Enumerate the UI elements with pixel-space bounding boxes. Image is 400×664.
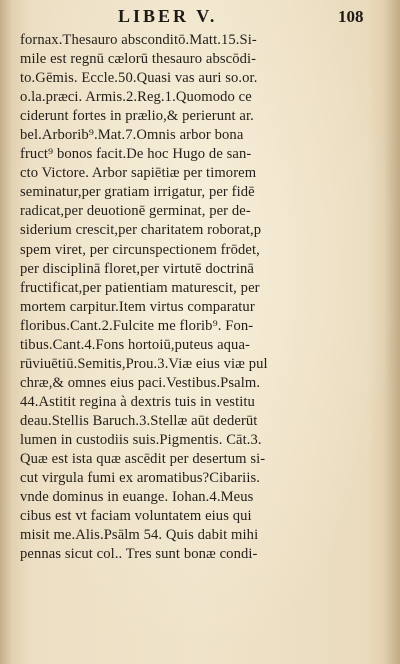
text-line: seminatur,per gratiam irrigatur, per fidē bbox=[20, 184, 255, 201]
text-line: floribus.Cant.2.Fulcite me florib⁹. Fon- bbox=[20, 317, 254, 334]
text-line: vnde dominus in euange. Iohan.4.Meus bbox=[20, 489, 254, 506]
text-line: fornax.Thesauro absconditō.Matt.15.Si- bbox=[20, 32, 257, 48]
text-line: Quæ est ista quæ ascēdit per desertum si- bbox=[20, 451, 266, 468]
text-line: chræ,& omnes eius paci.Vestibus.Psalm. bbox=[20, 374, 261, 391]
text-line: cibus est vt faciam voluntatem eius qui bbox=[20, 508, 252, 525]
text-line: siderium crescit,per charitatem roborat,p bbox=[20, 222, 262, 239]
text-line: fructificat,per patientiam maturescit, per bbox=[20, 279, 260, 296]
running-head: LIBER V. bbox=[118, 6, 218, 26]
text-line: cut virgula fumi ex aromatibus?Cibariis. bbox=[20, 470, 261, 487]
text-line: per disciplinā floret,per virtutē doctrinā bbox=[20, 260, 254, 277]
text-line: fruct⁹ bonos facit.De hoc Hugo de san- bbox=[20, 146, 252, 163]
text-line: bel.Arborib⁹.Mat.7.Omnis arbor bona bbox=[20, 127, 244, 144]
text-line: o.la.præci. Armis.2.Reg.1.Quomodo ce bbox=[20, 89, 252, 106]
text-line: mile est regnū cælorū thesauro abscōdi- bbox=[20, 51, 257, 68]
text-line: lumen in custodiis suis.Pigmentis. Cāt.3. bbox=[20, 431, 262, 448]
text-line: mortem carpitur.Item virtus comparatur bbox=[20, 298, 255, 315]
text-line: to.Gēmis. Eccle.50.Quasi vas auri so.or. bbox=[20, 70, 258, 87]
text-line: spem viret, per circunspectionem frōdet, bbox=[20, 241, 260, 258]
page-edge-shadow-left bbox=[0, 0, 12, 664]
text-line: misit me.Alis.Psālm 54. Quis dabit mihi bbox=[20, 527, 259, 544]
page-edge-shadow-right bbox=[384, 0, 400, 664]
text-line: 44.Astitit regina à dextris tuis in vestitu bbox=[20, 393, 255, 410]
body-text bbox=[20, 31, 366, 564]
text-line: ciderunt fortes in prælio,& perierunt ar. bbox=[20, 108, 254, 125]
text-line: tibus.Cant.4.Fons hortoiū,puteus aqua- bbox=[20, 336, 250, 353]
text-line: cto Victore. Arbor sapiētiæ per timorem bbox=[20, 165, 257, 182]
page-header bbox=[0, 6, 400, 28]
text-line: deau.Stellis Baruch.3.Stellæ aūt dederūt bbox=[20, 412, 258, 429]
text-line: radicat,per deuotionē germinat, per de- bbox=[20, 203, 251, 220]
text-line: rūviuētiū.Semitis,Prou.3.Viæ eius viæ pul bbox=[20, 355, 268, 372]
page-number: 108 bbox=[338, 7, 364, 26]
text-line: pennas sicut col.. Tres sunt bonæ condi- bbox=[20, 546, 258, 563]
